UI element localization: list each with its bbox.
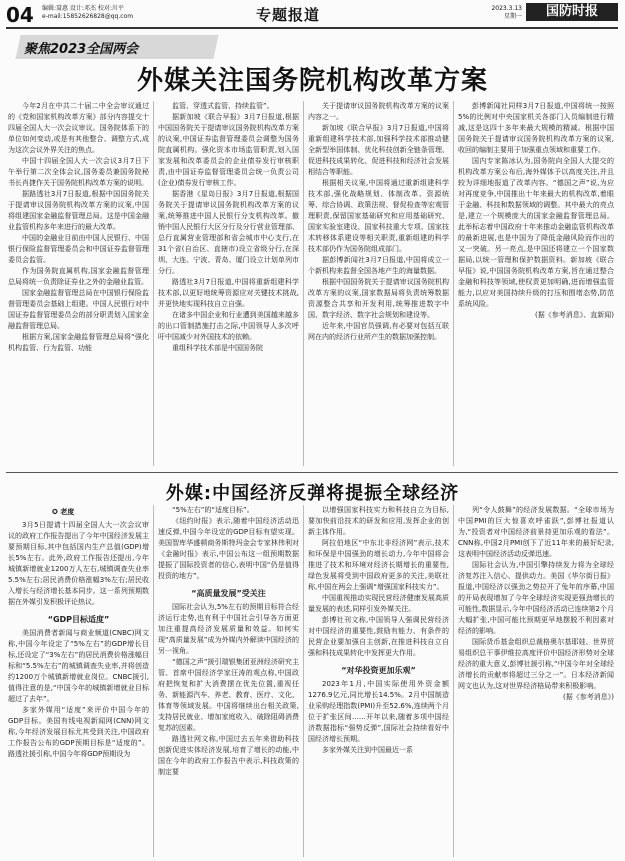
paragraph: 根据相关议案,中国将通过重新组建科学技术部,强化战略规划、体制改革、资源统筹、综合协调、政策法规、督促检查等宏观管理职责,保留国家基础研究和应用基础研究、国家实验室建设、国家科技重大专项、国家技术转移体系建设等相关职责,重新组建的科学技术部仍作为国务院组成部门。 <box>308 179 449 253</box>
paragraph: 3月5日提请十四届全国人大一次会议审议的政府工作报告提出了今年中国经济发展主要预期目标,其中包括国内生产总值(GDP)增长5%左右。此外,政府工作报告还提出,今年城镇新增就业1200万人左右,城镇调查失业率5.5%左右;居民消费价格涨幅3%左右;居民收入增长与经济增长基本同步。这一系列预期数据在外媒引发积极评论热议。 <box>8 521 149 606</box>
editor-names: 编辑:聂惠 设计:邓杰 校对:川平 <box>42 5 124 12</box>
paragraph: 中国十四届全国人大一次会议3月7日下午举行第二次全体会议,国务委员兼国务院秘书长肖捷作关于国务院机构改革方案的说明。 <box>8 157 149 187</box>
article2-column-2 <box>158 505 299 858</box>
paragraph: 新加坡《联合早报》3月7日报道,中国将重新组建科学技术部,加强科学技术部推动健全新型举国体制、优化科技创新全链条管理、促进科技成果转化、促进科技和经济社会发展相结合等职能。 <box>308 124 449 176</box>
paragraph: “5%左右”的“适度目标”。 <box>172 506 254 514</box>
paragraph: 据路透社3月7日报道,根据中国国务院关于提请审议国务院机构改革方案的议案,中国将组建国家金融监督管理总局。这是中国金融业监管机构多年来进行的最大改革。 <box>8 190 149 231</box>
article1-column-4 <box>458 101 614 466</box>
paragraph: 多家外媒用“适度”来评价中国今年的GDP目标。美国有线电视新闻网(CNN)网文称,今年经济发展目标尤其受到关注,中国政府工作报告公布的GDP预期目标是“适度的”。路透社援引称,中国今年将GDP预期设为 <box>8 706 149 758</box>
paragraph: “德国之声”援引瑞银集团亚洲经济研究主管、首席中国经济学家汪涛的观点称,中国政府把恢复和扩大消费摆在优先位置,重视任务、新能源汽车、养老、教育、医疗、文化、体育等领域发展。中国将继续出台相关政策,支持居民就业、增加家庭收入、破除阻碍消费复苏的因素。 <box>158 658 299 732</box>
paragraph: 今年2月在中共二十届二中全会审议通过的《党和国家机构改革方案》部分内容提交十四届全国人大一次会议审议。国务院体系下的单位如何变动,或是有其他整合、调整方式,成为这次会议外界关注的焦点。 <box>8 102 149 154</box>
column-divider <box>303 101 304 466</box>
article-divider <box>6 472 618 473</box>
paragraph: 在诸多中国企业和行业遭到美国越来越多的出口管制措施打击之际,中国领导人多次呼吁中国减少对外国技术的依赖。 <box>158 311 299 341</box>
paragraph: 多家外媒关注到中国最近一系 <box>322 746 413 754</box>
paragraph: 路透社网文称,中国过去五年来借助科技创新促进实体经济发展,培育了增长的动能,中国在今年的政府工作报告中表示,科技政策的制定要 <box>158 735 299 776</box>
paragraph: 根据方案,国家金融监督管理总局将“强化机构监管、行为监管、功能 <box>8 333 149 352</box>
subheading: “对华投资更加乐观” <box>341 666 416 675</box>
paragraph: 近年来,中国官员强调,有必要对包括互联网在内的经济行业所产生的数据加强控制。 <box>308 322 449 341</box>
paragraph: 国际货币基金组织总裁格奥尔基耶娃、世界贸易组织总干事伊维拉高度评价中国经济形势对全球经济的重大意义,彭博社援引称,“中国今年对全球经济增长的贡献率将超过三分之一”。日本经济新闻网文也认为,这对世界经济格局带来积极影响。 <box>458 638 614 690</box>
paragraph: 据新加坡《联合早报》3月7日报道,根据中国国务院关于提请审议国务院机构改革方案的议案,中国证券监督管理委员会调整为国务院直属机构。强化资本市场监管职责,划入国家发展和改革委员会的企业债券发行审核职责,由中国证券监督管理委员会统一负责公司(企业)债券发行审核工作。 <box>158 113 299 187</box>
article2-byline: ✪ 老度 <box>52 508 75 516</box>
paragraph: 国内专家陈冰认为,国务院向全国人大提交的机构改革方案公布后,海外媒体予以高度关注,并且较为详细地报道了改革内容。“德国之声”说,为应对再度竞争,中国推出十年来最大的机构改革,着眼于金融、科技和数据领域的调整。其中最大的亮点是,建立一个规模庞大的国家金融监督管理总局。此举标志着中国政府十年来推动金融监管机构改革的最新进展,也是中国为了降低金融风险而作出的又一突破。另一亮点,是中国还将建立一个国家数据局,以统一管理和保护数据资料。新加坡《联合早报》说,中国国务院机构改革方案,旨在通过整合金融和科技等领域,使权责更加明确,进而增强监管能力,以应对美国持续升级的打压和围堵态势,防范系统风险。 <box>458 157 614 308</box>
topic-banner: 聚焦2023全国两会 <box>24 42 139 57</box>
paragraph: 《纽约时报》表示,随着中国经济活动迅速反弹,中国今年设定的GDP目标有望实现。美国智库华盛顿商务斯特玛金会专家林伟利对《金融时报》表示,中国公布这一组预期数据提振了国际投资者的信心,表明中国“仍是值得投资的地方”。 <box>158 517 299 580</box>
column-divider <box>453 101 454 466</box>
paragraph: 彭博社刊文称,中国领导人强调民营经济对中国经济的重要性,鼓励有能力、有条件的民营企业要加强自主创新,在推进科技自立自强和科技成果转化中发挥更大作用。 <box>308 616 449 657</box>
article2-column-4 <box>458 505 614 858</box>
paragraph: 中国重视推动实现民营经济健康发展高质量发展的表述,同样引发外媒关注。 <box>308 594 449 613</box>
paragraph: 重组科学技术部是中国国务院 <box>172 344 263 352</box>
paragraph: 以增强国家科技实力和科技自立为目标,要加快前沿技术的研发和应用,发挥企业的创新主体作用。 <box>308 506 449 536</box>
editor-credits <box>42 5 133 21</box>
paragraph: 关于提请审议国务院机构改革方案的议案内容之一。 <box>308 102 449 121</box>
article2-column-1 <box>8 520 149 858</box>
paragraph: 监管、穿透式监管、持续监管”。 <box>172 102 274 110</box>
article1-column-2 <box>158 101 299 466</box>
article1-headline: 外媒关注国务院机构改革方案 <box>136 66 488 96</box>
article2-source: (据《参考消息》) <box>563 693 614 701</box>
subheading: “GDP目标适度” <box>47 615 110 624</box>
paragraph: 彭博新闻社同样3月7日报道,中国将统一按照5%的比例对中央国家机关各部门人员编制进行精减,这是这四十多年来最大规模的精减。根据中国国务院关于提请审议国务院机构改革方案的议案,收回的编制主要用于加强重点领域和重要工作。 <box>458 102 614 154</box>
editor-email: e-mail:15852626828@qq.com <box>42 13 134 20</box>
paragraph: 国家金融监督管理总局在中国银行保险监督管理委员会基础上组建。中国人民银行对中国证券监督管理委员会的部分职责划入国家金融监督管理总局。 <box>8 289 149 330</box>
issue-weekday: 星期一 <box>503 13 522 20</box>
paragraph: 国际社会认为,中国引擎持续发力将为全球经济复苏注入信心、提供动力。美国《华尔街日报》报道,中国经济以强劲之势拉开了兔年的序幕,中国的开局表现增加了今年全球经济实现更强劲增长的可能性,数据显示,今年中国经济活动已连续第2个月大幅扩张,中国可能比预期更早地摆脱不利因素对经济的影响。 <box>458 561 614 635</box>
paragraph: 美国消费者新闻与商业频道(CNBC)网文称,中国今年设定了“5%左右”的GDP增长目标,还设定了“3%左右”的居民消费价格涨幅目标和“5.5%左右”的城镇调查失业率,并将创造约1200万个城镇新增就业岗位。CNBC援引,值得注意的是,“中国今年的城镇新增就业目标超过了去年”。 <box>8 629 149 703</box>
article1-source: (据《参考消息》、直新闻) <box>535 311 614 319</box>
column-divider <box>453 505 454 857</box>
paragraph: 2023年1月,中国实际使用外资金额1276.9亿元,同比增长14.5%。2月中国制造业采购经理指数(PMI)升至52.6%,连续两个月位于扩张区间……开年以来,随着多项中国经济数据指标“强势反弹”,国际社会持续看好中国经济增长预期。 <box>308 680 449 743</box>
section-title: 专题报道 <box>256 6 321 24</box>
issue-date-value: 2023.3.13 <box>491 5 522 12</box>
column-divider <box>303 505 304 857</box>
paragraph: 阿拉伯地区“中东北非经济网”表示,技术和环保是中国强劲的增长动力,今年中国将会推进了技术和环境对经济长期增长的重要性,绿色发展将受到中国政府更多的关注,美联社称,中国在两会上强调“增强国家科技实力”。 <box>308 539 449 591</box>
paragraph: 据彭博新闻社3月7日报道,中国将成立一个新机构来监督全国各地产生的海量数据。 <box>308 256 449 275</box>
article2-column-3 <box>308 505 449 858</box>
paragraph: 中国的金融业目前由中国人民银行、中国银行保险监督管理委员会和中国证券监督管理委员会监管。 <box>8 234 149 264</box>
paragraph: 路透社3月7日报道,中国将重新组建科学技术部,以更好地统筹资源应对关键技术挑战,并更快地实现科技自立自强。 <box>158 278 299 308</box>
page-number: 04 <box>6 3 34 27</box>
paragraph: 根据中国国务院关于提请审议国务院机构改革方案的议案,国家数据局将负责统筹数据资源整合共享和开发利用,统筹推进数字中国、数字经济、数字社会规划和建设等。 <box>308 278 449 319</box>
paragraph: 国际社会认为,5%左右的预期目标符合经济运行走势,也有利于中国社会引导各方面更加注重提高经济发展质量和效益。如何实现“高质量发展”成为外媒内外解读中国经济的另一视角。 <box>158 603 299 655</box>
issue-date <box>478 5 522 21</box>
column-divider <box>153 505 154 857</box>
header-rule <box>6 27 618 29</box>
column-divider <box>153 101 154 466</box>
article1-column-3 <box>308 101 449 466</box>
newspaper-masthead: 国防时报 <box>526 3 618 21</box>
article2-headline: 外媒:中国经济反弹将提振全球经济 <box>165 483 460 504</box>
subheading: “高质量发展”受关注 <box>191 589 266 598</box>
paragraph: 作为国务院直属机构,国家金融监督管理总局将统一负责除证券业之外的金融业监管。 <box>8 267 149 286</box>
paragraph: 据香港《星岛日报》3月7日报道,根据国务院关于提请审议国务院机构改革方案的议案,统筹推进中国人民银行分支机构改革。撤销中国人民银行大区分行及分行营业管理部、总行直属营业管理部和省会城市中心支行,在31个省(自治区、直辖市)设立省级分行,在深圳、大连、宁波、青岛、厦门设立计划单列市分行。 <box>158 190 299 275</box>
paragraph: 列“令人鼓舞”的经济发展数据。“全球市场为中国PMI的巨大惊喜欢呼雀跃”,彭博社报道认为,“投资者对中国经济前景持更加乐观的看法”。CNN称,中国2月PMI创下了近11年来的最好纪录,这表明中国经济活动反弹迅速。 <box>458 506 614 558</box>
page-header <box>0 0 625 30</box>
article1-column-1 <box>8 101 149 466</box>
